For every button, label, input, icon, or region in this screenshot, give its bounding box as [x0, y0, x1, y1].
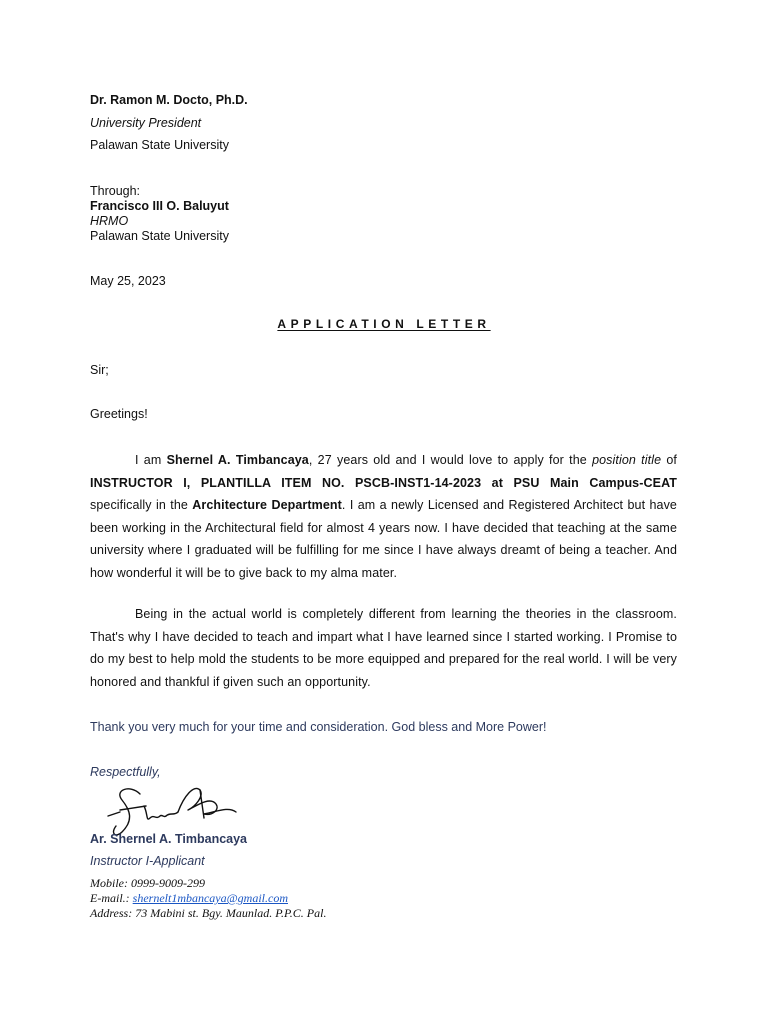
signer-role: Instructor I-Applicant: [90, 854, 205, 868]
body-paragraph-2: Being in the actual world is completely different from learning the theories in the classroom. That's why I have decided to teach and impart what I have learned since I started working. I Promise to do my best to help mold the students to be more equipped and prepared for the real world. I will be very honored and thankful if given such an opportunity.: [90, 607, 677, 689]
department-name: Architecture Department: [192, 498, 342, 512]
email-link[interactable]: shernelt1mbancaya@gmail.com: [132, 891, 288, 905]
contact-email-line: E-mail.: shernelt1mbancaya@gmail.com: [90, 891, 288, 905]
applicant-name: Shernel A. Timbancaya: [166, 453, 309, 467]
salutation: Sir;: [90, 363, 109, 377]
through-label: Through:: [90, 184, 141, 198]
through-org: Palawan State University: [90, 229, 229, 243]
through-title: HRMO: [90, 214, 129, 228]
contact-mobile: Mobile: 0999-9009-299: [90, 876, 205, 890]
contact-address: Address: 73 Mabini st. Bgy. Maunlad. P.P.C. Pal.: [90, 906, 327, 920]
recipient-org: Palawan State University: [90, 138, 229, 152]
letter-date: May 25, 2023: [90, 274, 166, 288]
position-label: position title: [592, 453, 662, 467]
recipient-name: Dr. Ramon M. Docto, Ph.D.: [90, 93, 248, 107]
letter-title: APPLICATION LETTER: [277, 317, 491, 331]
signer-name: Ar. Shernel A. Timbancaya: [90, 832, 248, 846]
through-name: Francisco III O. Baluyut: [90, 199, 229, 213]
thanks-line: Thank you very much for your time and consideration. God bless and More Power!: [90, 720, 547, 734]
position-title: INSTRUCTOR I, PLANTILLA ITEM NO. PSCB-INST1-14-2023 at PSU Main Campus-CEAT: [90, 475, 677, 490]
recipient-title: University President: [90, 116, 202, 130]
closing: Respectfully,: [90, 765, 161, 779]
body-paragraph-1: I am Shernel A. Timbancaya, 27 years old and I would love to apply for the position title of INSTRUCTOR I, PLANTILLA ITEM NO. PSCB-INST1-14-2023 at PSU Main Campus-CEAT specifically in the Architecture Department. I am a newly Licensed and Registered Architect but have been working in the Architectural field for almost 4 years now. I have decided that teaching at the same university where I graduated will be fulfilling for me since I have always dreamt of being a teacher. And how wonderful it will be to give back to my alma mater.: [90, 453, 677, 580]
greeting: Greetings!: [90, 407, 148, 421]
